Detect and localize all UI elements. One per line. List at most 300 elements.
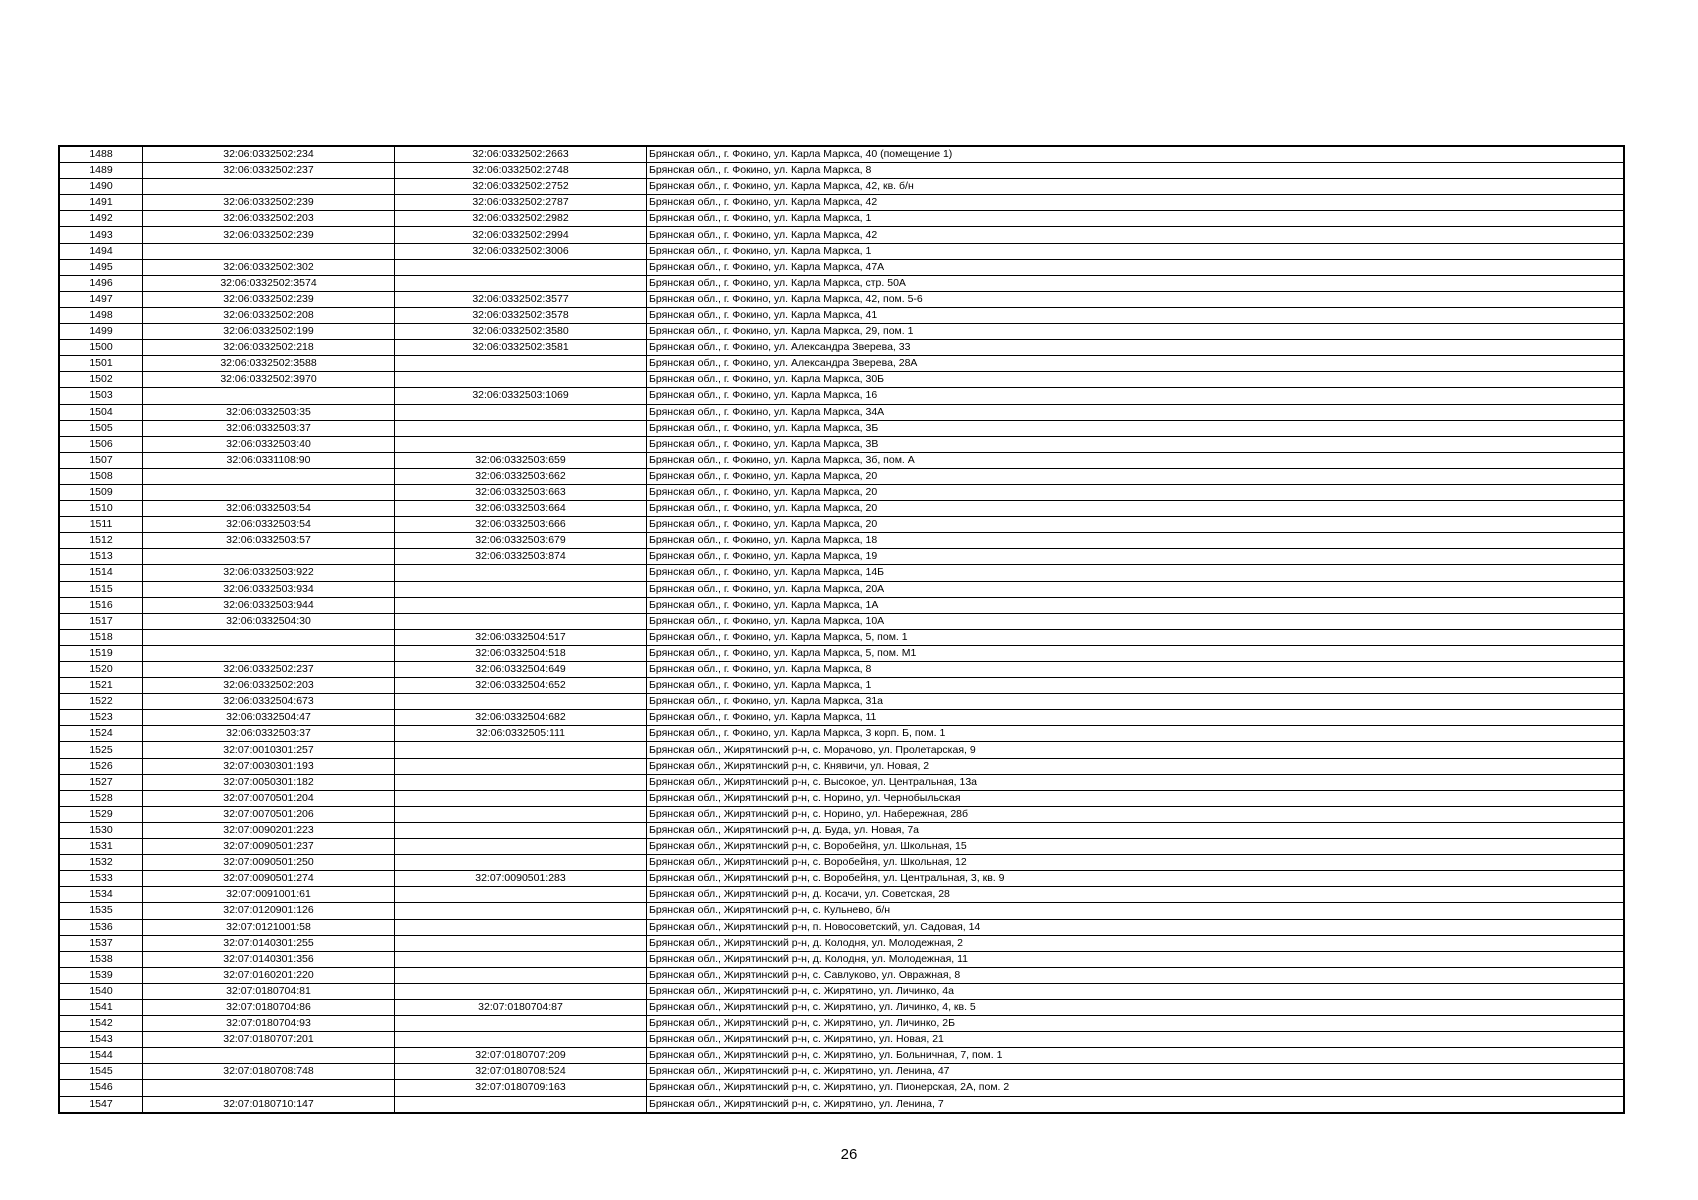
row-number-cell: 1507 xyxy=(59,452,143,468)
cadastral-number-cell: 32:06:0332502:203 xyxy=(143,678,395,694)
row-number-cell: 1537 xyxy=(59,935,143,951)
row-number-cell: 1506 xyxy=(59,436,143,452)
cadastral-number-cell xyxy=(143,549,395,565)
row-number-cell: 1523 xyxy=(59,710,143,726)
object-cadastral-number-cell: 32:06:0332502:2787 xyxy=(395,195,647,211)
object-cadastral-number-cell xyxy=(395,356,647,372)
cadastral-number-cell: 32:06:0331108:90 xyxy=(143,452,395,468)
address-cell: Брянская обл., Жирятинский р-н, с. Морачово, ул. Пролетарская, 9 xyxy=(647,742,1625,758)
table-row xyxy=(59,742,1624,758)
table-row xyxy=(59,790,1624,806)
object-cadastral-number-cell: 32:06:0332502:3577 xyxy=(395,291,647,307)
object-cadastral-number-cell xyxy=(395,742,647,758)
table-row xyxy=(59,774,1624,790)
address-cell: Брянская обл., г. Фокино, ул. Карла Маркса, 40 (помещение 1) xyxy=(647,146,1625,163)
row-number-cell: 1533 xyxy=(59,871,143,887)
cadastral-number-cell: 32:06:0332503:934 xyxy=(143,581,395,597)
table-row xyxy=(59,806,1624,822)
address-cell: Брянская обл., г. Фокино, ул. Карла Маркса, 8 xyxy=(647,163,1625,179)
address-cell: Брянская обл., г. Фокино, ул. Карла Маркса, 14Б xyxy=(647,565,1625,581)
table-row xyxy=(59,1096,1624,1113)
object-cadastral-number-cell: 32:06:0332504:649 xyxy=(395,662,647,678)
table-row xyxy=(59,581,1624,597)
row-number-cell: 1527 xyxy=(59,774,143,790)
address-cell: Брянская обл., Жирятинский р-н, с. Жирятино, ул. Личинко, 4а xyxy=(647,983,1625,999)
table-row xyxy=(59,243,1624,259)
address-cell: Брянская обл., г. Фокино, ул. Карла Маркса, 1 xyxy=(647,243,1625,259)
table-row xyxy=(59,291,1624,307)
row-number-cell: 1517 xyxy=(59,613,143,629)
table-row xyxy=(59,146,1624,163)
table-row xyxy=(59,871,1624,887)
row-number-cell: 1536 xyxy=(59,919,143,935)
row-number-cell: 1498 xyxy=(59,307,143,323)
object-cadastral-number-cell xyxy=(395,1032,647,1048)
table-row xyxy=(59,919,1624,935)
address-cell: Брянская обл., Жирятинский р-н, с. Жирятино, ул. Новая, 21 xyxy=(647,1032,1625,1048)
address-cell: Брянская обл., Жирятинский р-н, д. Буда, ул. Новая, 7а xyxy=(647,822,1625,838)
object-cadastral-number-cell: 32:07:0180709:163 xyxy=(395,1080,647,1096)
address-cell: Брянская обл., г. Фокино, ул. Карла Маркса, 42 xyxy=(647,195,1625,211)
row-number-cell: 1543 xyxy=(59,1032,143,1048)
cadastral-number-cell: 32:06:0332502:239 xyxy=(143,195,395,211)
address-cell: Брянская обл., Жирятинский р-н, с. Воробейня, ул. Школьная, 15 xyxy=(647,839,1625,855)
address-cell: Брянская обл., г. Фокино, ул. Александра Зверева, 28А xyxy=(647,356,1625,372)
table-row xyxy=(59,388,1624,404)
row-number-cell: 1544 xyxy=(59,1048,143,1064)
cadastral-number-cell: 32:07:0180704:93 xyxy=(143,1016,395,1032)
object-cadastral-number-cell xyxy=(395,420,647,436)
address-cell: Брянская обл., Жирятинский р-н, с. Высокое, ул. Центральная, 13а xyxy=(647,774,1625,790)
object-cadastral-number-cell xyxy=(395,436,647,452)
table-row xyxy=(59,307,1624,323)
row-number-cell: 1522 xyxy=(59,694,143,710)
address-cell: Брянская обл., г. Фокино, ул. Карла Маркса, 3б, пом. А xyxy=(647,452,1625,468)
table-row xyxy=(59,549,1624,565)
table-row xyxy=(59,613,1624,629)
cadastral-number-cell: 32:07:0140301:255 xyxy=(143,935,395,951)
object-cadastral-number-cell: 32:06:0332502:3581 xyxy=(395,340,647,356)
row-number-cell: 1491 xyxy=(59,195,143,211)
object-cadastral-number-cell xyxy=(395,774,647,790)
table-row xyxy=(59,887,1624,903)
cadastral-number-cell xyxy=(143,645,395,661)
address-cell: Брянская обл., г. Фокино, ул. Карла Маркса, 42, кв. б/н xyxy=(647,179,1625,195)
object-cadastral-number-cell xyxy=(395,951,647,967)
cadastral-number-cell: 32:06:0332502:239 xyxy=(143,291,395,307)
object-cadastral-number-cell xyxy=(395,935,647,951)
row-number-cell: 1497 xyxy=(59,291,143,307)
object-cadastral-number-cell: 32:06:0332505:111 xyxy=(395,726,647,742)
row-number-cell: 1529 xyxy=(59,806,143,822)
cadastral-number-cell: 32:07:0090501:250 xyxy=(143,855,395,871)
cadastral-number-cell: 32:07:0140301:356 xyxy=(143,951,395,967)
cadastral-number-cell: 32:07:0180710:147 xyxy=(143,1096,395,1113)
address-cell: Брянская обл., Жирятинский р-н, с. Жирятино, ул. Ленина, 47 xyxy=(647,1064,1625,1080)
table-row xyxy=(59,211,1624,227)
row-number-cell: 1519 xyxy=(59,645,143,661)
address-cell: Брянская обл., г. Фокино, ул. Карла Маркса, 11 xyxy=(647,710,1625,726)
object-cadastral-number-cell: 32:06:0332503:659 xyxy=(395,452,647,468)
cadastral-number-cell: 32:07:0070501:206 xyxy=(143,806,395,822)
address-cell: Брянская обл., г. Фокино, ул. Карла Маркса, 5, пом. М1 xyxy=(647,645,1625,661)
object-cadastral-number-cell: 32:06:0332502:2752 xyxy=(395,179,647,195)
row-number-cell: 1492 xyxy=(59,211,143,227)
cadastral-number-cell: 32:06:0332502:239 xyxy=(143,227,395,243)
table-row xyxy=(59,533,1624,549)
table-row xyxy=(59,517,1624,533)
table-row xyxy=(59,565,1624,581)
row-number-cell: 1502 xyxy=(59,372,143,388)
object-cadastral-number-cell: 32:06:0332504:517 xyxy=(395,629,647,645)
address-cell: Брянская обл., г. Фокино, ул. Карла Маркса, 47А xyxy=(647,259,1625,275)
address-cell: Брянская обл., Жирятинский р-н, п. Новосоветский, ул. Садовая, 14 xyxy=(647,919,1625,935)
object-cadastral-number-cell: 32:06:0332504:518 xyxy=(395,645,647,661)
object-cadastral-number-cell xyxy=(395,903,647,919)
object-cadastral-number-cell xyxy=(395,983,647,999)
table-row xyxy=(59,758,1624,774)
object-cadastral-number-cell xyxy=(395,1016,647,1032)
address-cell: Брянская обл., г. Фокино, ул. Карла Маркса, 42, пом. 5-6 xyxy=(647,291,1625,307)
object-cadastral-number-cell: 32:06:0332502:3580 xyxy=(395,324,647,340)
cadastral-number-cell: 32:06:0332503:54 xyxy=(143,501,395,517)
table-row xyxy=(59,163,1624,179)
cadastral-number-cell: 32:06:0332502:237 xyxy=(143,662,395,678)
row-number-cell: 1501 xyxy=(59,356,143,372)
table-row xyxy=(59,597,1624,613)
cadastral-number-cell xyxy=(143,388,395,404)
cadastral-number-cell: 32:07:0121001:58 xyxy=(143,919,395,935)
object-cadastral-number-cell xyxy=(395,597,647,613)
row-number-cell: 1524 xyxy=(59,726,143,742)
address-cell: Брянская обл., Жирятинский р-н, с. Жирятино, ул. Личинко, 2Б xyxy=(647,1016,1625,1032)
row-number-cell: 1532 xyxy=(59,855,143,871)
cadastral-number-cell: 32:07:0180704:81 xyxy=(143,983,395,999)
table-row xyxy=(59,1032,1624,1048)
row-number-cell: 1496 xyxy=(59,275,143,291)
cadastral-number-cell: 32:06:0332503:40 xyxy=(143,436,395,452)
object-cadastral-number-cell: 32:06:0332504:652 xyxy=(395,678,647,694)
table-row xyxy=(59,372,1624,388)
cadastral-number-cell: 32:06:0332503:37 xyxy=(143,420,395,436)
table-row xyxy=(59,951,1624,967)
row-number-cell: 1538 xyxy=(59,951,143,967)
address-cell: Брянская обл., Жирятинский р-н, с. Жирятино, ул. Больничная, 7, пом. 1 xyxy=(647,1048,1625,1064)
row-number-cell: 1525 xyxy=(59,742,143,758)
table-row xyxy=(59,662,1624,678)
row-number-cell: 1545 xyxy=(59,1064,143,1080)
cadastral-number-cell: 32:07:0090501:237 xyxy=(143,839,395,855)
address-cell: Брянская обл., г. Фокино, ул. Александра Зверева, 33 xyxy=(647,340,1625,356)
cadastral-number-cell: 32:06:0332503:57 xyxy=(143,533,395,549)
table-row xyxy=(59,1016,1624,1032)
cadastral-number-cell: 32:06:0332503:37 xyxy=(143,726,395,742)
cadastral-number-cell xyxy=(143,468,395,484)
cadastral-number-cell: 32:06:0332503:35 xyxy=(143,404,395,420)
object-cadastral-number-cell: 32:06:0332503:679 xyxy=(395,533,647,549)
cadastral-number-cell: 32:06:0332504:30 xyxy=(143,613,395,629)
cadastral-number-cell: 32:06:0332502:302 xyxy=(143,259,395,275)
cadastral-number-cell: 32:07:0180708:748 xyxy=(143,1064,395,1080)
table-row xyxy=(59,999,1624,1015)
object-cadastral-number-cell xyxy=(395,404,647,420)
table-row xyxy=(59,468,1624,484)
object-cadastral-number-cell: 32:07:0090501:283 xyxy=(395,871,647,887)
row-number-cell: 1526 xyxy=(59,758,143,774)
table-row xyxy=(59,324,1624,340)
table-row xyxy=(59,629,1624,645)
table-row xyxy=(59,855,1624,871)
address-cell: Брянская обл., Жирятинский р-н, с. Княвичи, ул. Новая, 2 xyxy=(647,758,1625,774)
row-number-cell: 1546 xyxy=(59,1080,143,1096)
address-cell: Брянская обл., г. Фокино, ул. Карла Маркса, 20 xyxy=(647,501,1625,517)
row-number-cell: 1534 xyxy=(59,887,143,903)
address-cell: Брянская обл., Жирятинский р-н, с. Жирятино, ул. Пионерская, 2А, пом. 2 xyxy=(647,1080,1625,1096)
row-number-cell: 1539 xyxy=(59,967,143,983)
table-row xyxy=(59,1064,1624,1080)
address-cell: Брянская обл., г. Фокино, ул. Карла Маркса, 10А xyxy=(647,613,1625,629)
table-row xyxy=(59,1080,1624,1096)
cadastral-number-cell: 32:06:0332504:47 xyxy=(143,710,395,726)
table-row xyxy=(59,452,1624,468)
row-number-cell: 1511 xyxy=(59,517,143,533)
address-cell: Брянская обл., г. Фокино, ул. Карла Маркса, 16 xyxy=(647,388,1625,404)
address-cell: Брянская обл., г. Фокино, ул. Карла Маркса, 1А xyxy=(647,597,1625,613)
object-cadastral-number-cell xyxy=(395,758,647,774)
object-cadastral-number-cell xyxy=(395,372,647,388)
address-cell: Брянская обл., г. Фокино, ул. Карла Маркса, 42 xyxy=(647,227,1625,243)
table-row xyxy=(59,839,1624,855)
object-cadastral-number-cell xyxy=(395,694,647,710)
object-cadastral-number-cell: 32:06:0332503:664 xyxy=(395,501,647,517)
cadastral-number-cell xyxy=(143,179,395,195)
address-cell: Брянская обл., Жирятинский р-н, с. Норино, ул. Чернобыльская xyxy=(647,790,1625,806)
object-cadastral-number-cell: 32:06:0332502:2994 xyxy=(395,227,647,243)
address-cell: Брянская обл., Жирятинский р-н, с. Воробейня, ул. Центральная, 3, кв. 9 xyxy=(647,871,1625,887)
cadastral-number-cell: 32:07:0091001:61 xyxy=(143,887,395,903)
cadastral-number-cell: 32:06:0332502:3588 xyxy=(143,356,395,372)
table-row xyxy=(59,726,1624,742)
row-number-cell: 1521 xyxy=(59,678,143,694)
address-cell: Брянская обл., Жирятинский р-н, д. Колодня, ул. Молодежная, 11 xyxy=(647,951,1625,967)
object-cadastral-number-cell xyxy=(395,919,647,935)
table-row xyxy=(59,356,1624,372)
object-cadastral-number-cell: 32:06:0332503:662 xyxy=(395,468,647,484)
row-number-cell: 1499 xyxy=(59,324,143,340)
table-row xyxy=(59,822,1624,838)
row-number-cell: 1489 xyxy=(59,163,143,179)
cadastral-number-cell xyxy=(143,484,395,500)
row-number-cell: 1500 xyxy=(59,340,143,356)
table-row xyxy=(59,1048,1624,1064)
cadastral-number-cell: 32:07:0030301:193 xyxy=(143,758,395,774)
row-number-cell: 1518 xyxy=(59,629,143,645)
object-cadastral-number-cell: 32:06:0332502:2663 xyxy=(395,146,647,163)
object-cadastral-number-cell: 32:06:0332502:2748 xyxy=(395,163,647,179)
object-cadastral-number-cell: 32:06:0332503:663 xyxy=(395,484,647,500)
address-cell: Брянская обл., г. Фокино, ул. Карла Маркса, стр. 50А xyxy=(647,275,1625,291)
object-cadastral-number-cell xyxy=(395,887,647,903)
object-cadastral-number-cell xyxy=(395,259,647,275)
table-row xyxy=(59,227,1624,243)
address-cell: Брянская обл., Жирятинский р-н, д. Колодня, ул. Молодежная, 2 xyxy=(647,935,1625,951)
address-cell: Брянская обл., г. Фокино, ул. Карла Маркса, 20 xyxy=(647,517,1625,533)
address-cell: Брянская обл., г. Фокино, ул. Карла Маркса, 34А xyxy=(647,404,1625,420)
table-row xyxy=(59,694,1624,710)
object-cadastral-number-cell xyxy=(395,275,647,291)
address-cell: Брянская обл., г. Фокино, ул. Карла Маркса, 1 xyxy=(647,211,1625,227)
object-cadastral-number-cell xyxy=(395,565,647,581)
object-cadastral-number-cell: 32:06:0332502:3006 xyxy=(395,243,647,259)
table-row xyxy=(59,484,1624,500)
cadastral-number-cell: 32:06:0332503:54 xyxy=(143,517,395,533)
table-row xyxy=(59,195,1624,211)
address-cell: Брянская обл., г. Фокино, ул. Карла Маркса, 18 xyxy=(647,533,1625,549)
table-row xyxy=(59,967,1624,983)
object-cadastral-number-cell: 32:06:0332503:1069 xyxy=(395,388,647,404)
address-cell: Брянская обл., Жирятинский р-н, с. Кульнево, б/н xyxy=(647,903,1625,919)
cadastral-number-cell: 32:07:0090201:223 xyxy=(143,822,395,838)
row-number-cell: 1540 xyxy=(59,983,143,999)
object-cadastral-number-cell: 32:06:0332503:874 xyxy=(395,549,647,565)
object-cadastral-number-cell xyxy=(395,581,647,597)
row-number-cell: 1509 xyxy=(59,484,143,500)
address-cell: Брянская обл., г. Фокино, ул. Карла Маркса, 29, пом. 1 xyxy=(647,324,1625,340)
row-number-cell: 1505 xyxy=(59,420,143,436)
row-number-cell: 1542 xyxy=(59,1016,143,1032)
row-number-cell: 1531 xyxy=(59,839,143,855)
row-number-cell: 1504 xyxy=(59,404,143,420)
address-cell: Брянская обл., г. Фокино, ул. Карла Маркса, 1 xyxy=(647,678,1625,694)
row-number-cell: 1530 xyxy=(59,822,143,838)
table-row xyxy=(59,678,1624,694)
row-number-cell: 1495 xyxy=(59,259,143,275)
cadastral-number-cell xyxy=(143,243,395,259)
table-row xyxy=(59,983,1624,999)
address-cell: Брянская обл., Жирятинский р-н, с. Норино, ул. Набережная, 28б xyxy=(647,806,1625,822)
address-cell: Брянская обл., Жирятинский р-н, с. Жирятино, ул. Личинко, 4, кв. 5 xyxy=(647,999,1625,1015)
object-cadastral-number-cell: 32:06:0332502:2982 xyxy=(395,211,647,227)
table-row xyxy=(59,645,1624,661)
row-number-cell: 1528 xyxy=(59,790,143,806)
table-row xyxy=(59,404,1624,420)
address-cell: Брянская обл., г. Фокино, ул. Карла Маркса, 8 xyxy=(647,662,1625,678)
row-number-cell: 1488 xyxy=(59,146,143,163)
table-row xyxy=(59,710,1624,726)
object-cadastral-number-cell xyxy=(395,839,647,855)
row-number-cell: 1515 xyxy=(59,581,143,597)
cadastral-number-cell: 32:07:0010301:257 xyxy=(143,742,395,758)
row-number-cell: 1541 xyxy=(59,999,143,1015)
address-cell: Брянская обл., Жирятинский р-н, с. Жирятино, ул. Ленина, 7 xyxy=(647,1096,1625,1113)
table-row xyxy=(59,903,1624,919)
row-number-cell: 1513 xyxy=(59,549,143,565)
cadastral-number-cell: 32:06:0332504:673 xyxy=(143,694,395,710)
table-row xyxy=(59,179,1624,195)
address-cell: Брянская обл., г. Фокино, ул. Карла Маркса, 3Б xyxy=(647,420,1625,436)
row-number-cell: 1516 xyxy=(59,597,143,613)
cadastral-number-cell: 32:06:0332502:218 xyxy=(143,340,395,356)
cadastral-number-cell: 32:07:0120901:126 xyxy=(143,903,395,919)
cadastral-number-cell: 32:07:0160201:220 xyxy=(143,967,395,983)
table-row xyxy=(59,501,1624,517)
row-number-cell: 1520 xyxy=(59,662,143,678)
row-number-cell: 1493 xyxy=(59,227,143,243)
object-cadastral-number-cell xyxy=(395,1096,647,1113)
table-row xyxy=(59,340,1624,356)
table-row xyxy=(59,275,1624,291)
row-number-cell: 1512 xyxy=(59,533,143,549)
cadastral-number-cell: 32:06:0332502:208 xyxy=(143,307,395,323)
cadastral-number-cell: 32:06:0332502:203 xyxy=(143,211,395,227)
object-cadastral-number-cell: 32:07:0180704:87 xyxy=(395,999,647,1015)
address-cell: Брянская обл., Жирятинский р-н, д. Косачи, ул. Советская, 28 xyxy=(647,887,1625,903)
address-cell: Брянская обл., г. Фокино, ул. Карла Маркса, 31а xyxy=(647,694,1625,710)
cadastral-number-cell: 32:06:0332503:944 xyxy=(143,597,395,613)
cadastral-number-cell: 32:06:0332502:237 xyxy=(143,163,395,179)
cadastral-number-cell: 32:07:0180707:201 xyxy=(143,1032,395,1048)
page-number: 26 xyxy=(840,1146,858,1163)
object-cadastral-number-cell xyxy=(395,855,647,871)
registry-table-body xyxy=(59,146,1624,1113)
cadastral-number-cell xyxy=(143,1048,395,1064)
address-cell: Брянская обл., г. Фокино, ул. Карла Маркса, 3 корп. Б, пом. 1 xyxy=(647,726,1625,742)
object-cadastral-number-cell xyxy=(395,613,647,629)
cadastral-number-cell: 32:06:0332502:234 xyxy=(143,146,395,163)
table-row xyxy=(59,935,1624,951)
object-cadastral-number-cell xyxy=(395,790,647,806)
cadastral-number-cell xyxy=(143,629,395,645)
row-number-cell: 1490 xyxy=(59,179,143,195)
cadastral-number-cell: 32:07:0180704:86 xyxy=(143,999,395,1015)
cadastral-number-cell: 32:07:0070501:204 xyxy=(143,790,395,806)
cadastral-number-cell: 32:07:0050301:182 xyxy=(143,774,395,790)
cadastral-number-cell xyxy=(143,1080,395,1096)
row-number-cell: 1535 xyxy=(59,903,143,919)
object-cadastral-number-cell xyxy=(395,806,647,822)
table-row xyxy=(59,259,1624,275)
row-number-cell: 1510 xyxy=(59,501,143,517)
cadastral-number-cell: 32:06:0332502:199 xyxy=(143,324,395,340)
row-number-cell: 1514 xyxy=(59,565,143,581)
cadastral-number-cell: 32:06:0332502:3970 xyxy=(143,372,395,388)
object-cadastral-number-cell: 32:07:0180708:524 xyxy=(395,1064,647,1080)
address-cell: Брянская обл., г. Фокино, ул. Карла Маркса, 19 xyxy=(647,549,1625,565)
registry-table xyxy=(58,145,1625,1114)
cadastral-number-cell: 32:07:0090501:274 xyxy=(143,871,395,887)
address-cell: Брянская обл., г. Фокино, ул. Карла Маркса, 3В xyxy=(647,436,1625,452)
object-cadastral-number-cell: 32:06:0332502:3578 xyxy=(395,307,647,323)
address-cell: Брянская обл., г. Фокино, ул. Карла Маркса, 20 xyxy=(647,484,1625,500)
row-number-cell: 1508 xyxy=(59,468,143,484)
address-cell: Брянская обл., г. Фокино, ул. Карла Маркса, 41 xyxy=(647,307,1625,323)
address-cell: Брянская обл., г. Фокино, ул. Карла Маркса, 20 xyxy=(647,468,1625,484)
row-number-cell: 1494 xyxy=(59,243,143,259)
object-cadastral-number-cell xyxy=(395,822,647,838)
table-row xyxy=(59,420,1624,436)
object-cadastral-number-cell: 32:06:0332503:666 xyxy=(395,517,647,533)
object-cadastral-number-cell: 32:07:0180707:209 xyxy=(395,1048,647,1064)
row-number-cell: 1503 xyxy=(59,388,143,404)
cadastral-number-cell: 32:06:0332503:922 xyxy=(143,565,395,581)
object-cadastral-number-cell: 32:06:0332504:682 xyxy=(395,710,647,726)
address-cell: Брянская обл., Жирятинский р-н, с. Воробейня, ул. Школьная, 12 xyxy=(647,855,1625,871)
address-cell: Брянская обл., г. Фокино, ул. Карла Маркса, 20А xyxy=(647,581,1625,597)
address-cell: Брянская обл., г. Фокино, ул. Карла Маркса, 5, пом. 1 xyxy=(647,629,1625,645)
address-cell: Брянская обл., Жирятинский р-н, с. Савлуково, ул. Овражная, 8 xyxy=(647,967,1625,983)
address-cell: Брянская обл., г. Фокино, ул. Карла Маркса, 30Б xyxy=(647,372,1625,388)
table-row xyxy=(59,436,1624,452)
